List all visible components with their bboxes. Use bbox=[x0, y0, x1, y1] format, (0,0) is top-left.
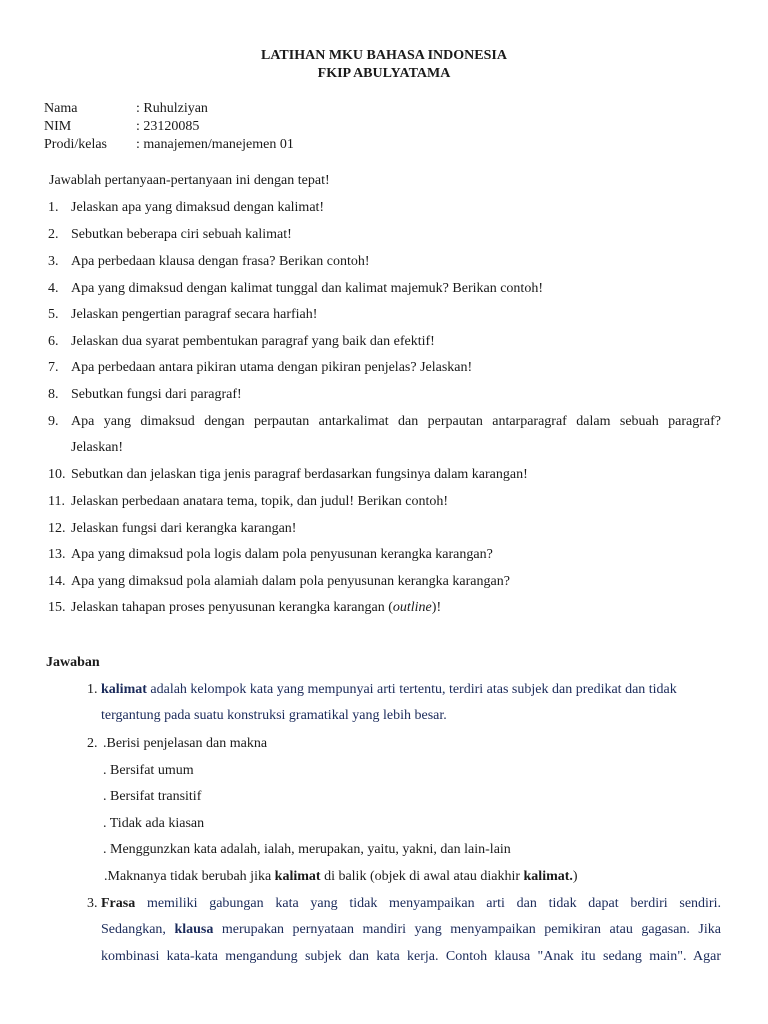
question-number: 12. bbox=[48, 521, 66, 536]
answer-2-last-pre: .Maknanya tidak berubah jika bbox=[104, 869, 275, 884]
answer-2-last-end: ) bbox=[572, 869, 578, 884]
answer-3-example-quote: "Anak itu sedang main" bbox=[537, 949, 683, 964]
answer-3-text-2-post: merupakan pernyataan mandiri yang menyampaikan pemikiran atau gagasan. Jika bbox=[213, 922, 721, 937]
question-text bbox=[71, 599, 441, 617]
question-number: 2. bbox=[48, 227, 59, 242]
question-text: Sebutkan dan jelaskan tiga jenis paragraf berdasarkan fungsinya dalam karangan! bbox=[71, 467, 528, 482]
question-text: Jelaskan perbedaan anatara tema, topik, dan judul! Berikan contoh! bbox=[71, 494, 449, 509]
question-text: Jelaskan fungsi dari kerangka karangan! bbox=[71, 521, 297, 536]
answer-number: 1. bbox=[87, 682, 98, 697]
question-number: 3. bbox=[48, 254, 59, 269]
answer-1-text: adalah kelompok kata yang mempunyai arti tertentu, terdiri atas subjek dan predikat dan tidak bbox=[146, 682, 677, 697]
question-text: Apa yang dimaksud pola logis dalam pola penyusunan kerangka karangan? bbox=[71, 547, 493, 562]
answer-3-text-3-post: . Agar bbox=[682, 949, 722, 964]
question-text-start: Jelaskan tahapan proses penyusunan kerangka karangan ( bbox=[71, 600, 393, 615]
question-text: Sebutkan fungsi dari paragraf! bbox=[71, 387, 242, 402]
question-number: 14. bbox=[48, 574, 66, 589]
question-text-continued: Jelaskan! bbox=[71, 440, 124, 455]
nim-label: NIM bbox=[44, 119, 72, 134]
answers-heading: Jawaban bbox=[46, 655, 100, 670]
answer-2-item: .Berisi penjelasan dan makna bbox=[103, 736, 268, 751]
question-number: 8. bbox=[48, 387, 59, 402]
question-text: Jelaskan apa yang dimaksud dengan kalimat! bbox=[71, 200, 325, 215]
nim-value: : 23120085 bbox=[136, 119, 200, 134]
question-number: 5. bbox=[48, 307, 59, 322]
instruction-text: Jawablah pertanyaan-pertanyaan ini dengan tepat! bbox=[49, 173, 330, 188]
prodi-value: : manajemen/manejemen 01 bbox=[136, 137, 294, 152]
answer-number: 3. bbox=[87, 896, 98, 911]
question-text-end: )! bbox=[431, 600, 442, 615]
question-number: 7. bbox=[48, 360, 59, 375]
question-text: Jelaskan dua syarat pembentukan paragraf yang baik dan efektif! bbox=[71, 334, 435, 349]
question-text-italic: outline bbox=[392, 600, 432, 615]
answer-3-keyword-klausa: klausa bbox=[174, 922, 214, 937]
identity-prodi bbox=[44, 136, 294, 154]
question-text: Apa yang dimaksud dengan perpautan antarkalimat dan perpautan antarparagraf dalam sebuah paragraf? bbox=[71, 414, 721, 429]
question-number: 15. bbox=[48, 600, 66, 615]
identity-name bbox=[44, 100, 208, 118]
name-label: Nama bbox=[44, 101, 78, 116]
question-text: Sebutkan beberapa ciri sebuah kalimat! bbox=[71, 227, 292, 242]
document-subtitle: FKIP ABULYATAMA bbox=[317, 66, 451, 81]
question-number: 10. bbox=[48, 467, 66, 482]
answer-2-keyword-2: kalimat. bbox=[523, 869, 573, 884]
question-number: 1. bbox=[48, 200, 59, 215]
question-text: Apa perbedaan antara pikiran utama dengan pikiran penjelas? Jelaskan! bbox=[71, 360, 473, 375]
question-text: Apa perbedaan klausa dengan frasa? Berikan contoh! bbox=[71, 254, 370, 269]
answer-2-keyword: kalimat bbox=[274, 869, 321, 884]
answer-3-line-2 bbox=[101, 921, 721, 939]
answer-1-line-1 bbox=[101, 681, 677, 699]
answer-3-keyword-frasa: Frasa bbox=[101, 896, 136, 911]
answer-3-line-1 bbox=[101, 895, 721, 913]
question-number: 11. bbox=[48, 494, 65, 509]
answer-3-text-3-pre: kombinasi kata-kata mengandung subjek dan kata kerja. Contoh klausa bbox=[101, 949, 538, 964]
question-number: 4. bbox=[48, 281, 59, 296]
question-number: 6. bbox=[48, 334, 59, 349]
question-number: 13. bbox=[48, 547, 66, 562]
question-text: Jelaskan pengertian paragraf secara harfiah! bbox=[71, 307, 318, 322]
identity-nim bbox=[44, 118, 199, 136]
answer-3-line-3 bbox=[101, 948, 721, 966]
answer-2-item-last bbox=[104, 868, 578, 886]
answer-2-item: . Bersifat transitif bbox=[103, 789, 202, 804]
answer-2-last-mid: di balik (objek di awal atau diakhir bbox=[320, 869, 524, 884]
answer-3-text-1: memiliki gabungan kata yang tidak menyampaikan arti dan tidak dapat berdiri sendiri. bbox=[135, 896, 721, 911]
answer-2-item: . Tidak ada kiasan bbox=[103, 816, 205, 831]
answer-2-item: . Bersifat umum bbox=[103, 763, 194, 778]
question-number: 9. bbox=[48, 414, 59, 429]
answer-1-keyword: kalimat bbox=[101, 682, 147, 697]
answer-1-line-2: tergantung pada suatu konstruksi gramatikal yang lebih besar. bbox=[101, 708, 447, 723]
prodi-label: Prodi/kelas bbox=[44, 137, 107, 152]
question-text: Apa yang dimaksud dengan kalimat tunggal dan kalimat majemuk? Berikan contoh! bbox=[71, 281, 543, 296]
name-value: : Ruhulziyan bbox=[136, 101, 208, 116]
answer-2-item: . Menggunzkan kata adalah, ialah, merupakan, yaitu, yakni, dan lain-lain bbox=[103, 842, 511, 857]
question-text: Apa yang dimaksud pola alamiah dalam pola penyusunan kerangka karangan? bbox=[71, 574, 510, 589]
document-title: LATIHAN MKU BAHASA INDONESIA bbox=[261, 48, 507, 63]
answer-3-text-2-pre: Sedangkan, bbox=[101, 922, 175, 937]
answer-number: 2. bbox=[87, 736, 98, 751]
